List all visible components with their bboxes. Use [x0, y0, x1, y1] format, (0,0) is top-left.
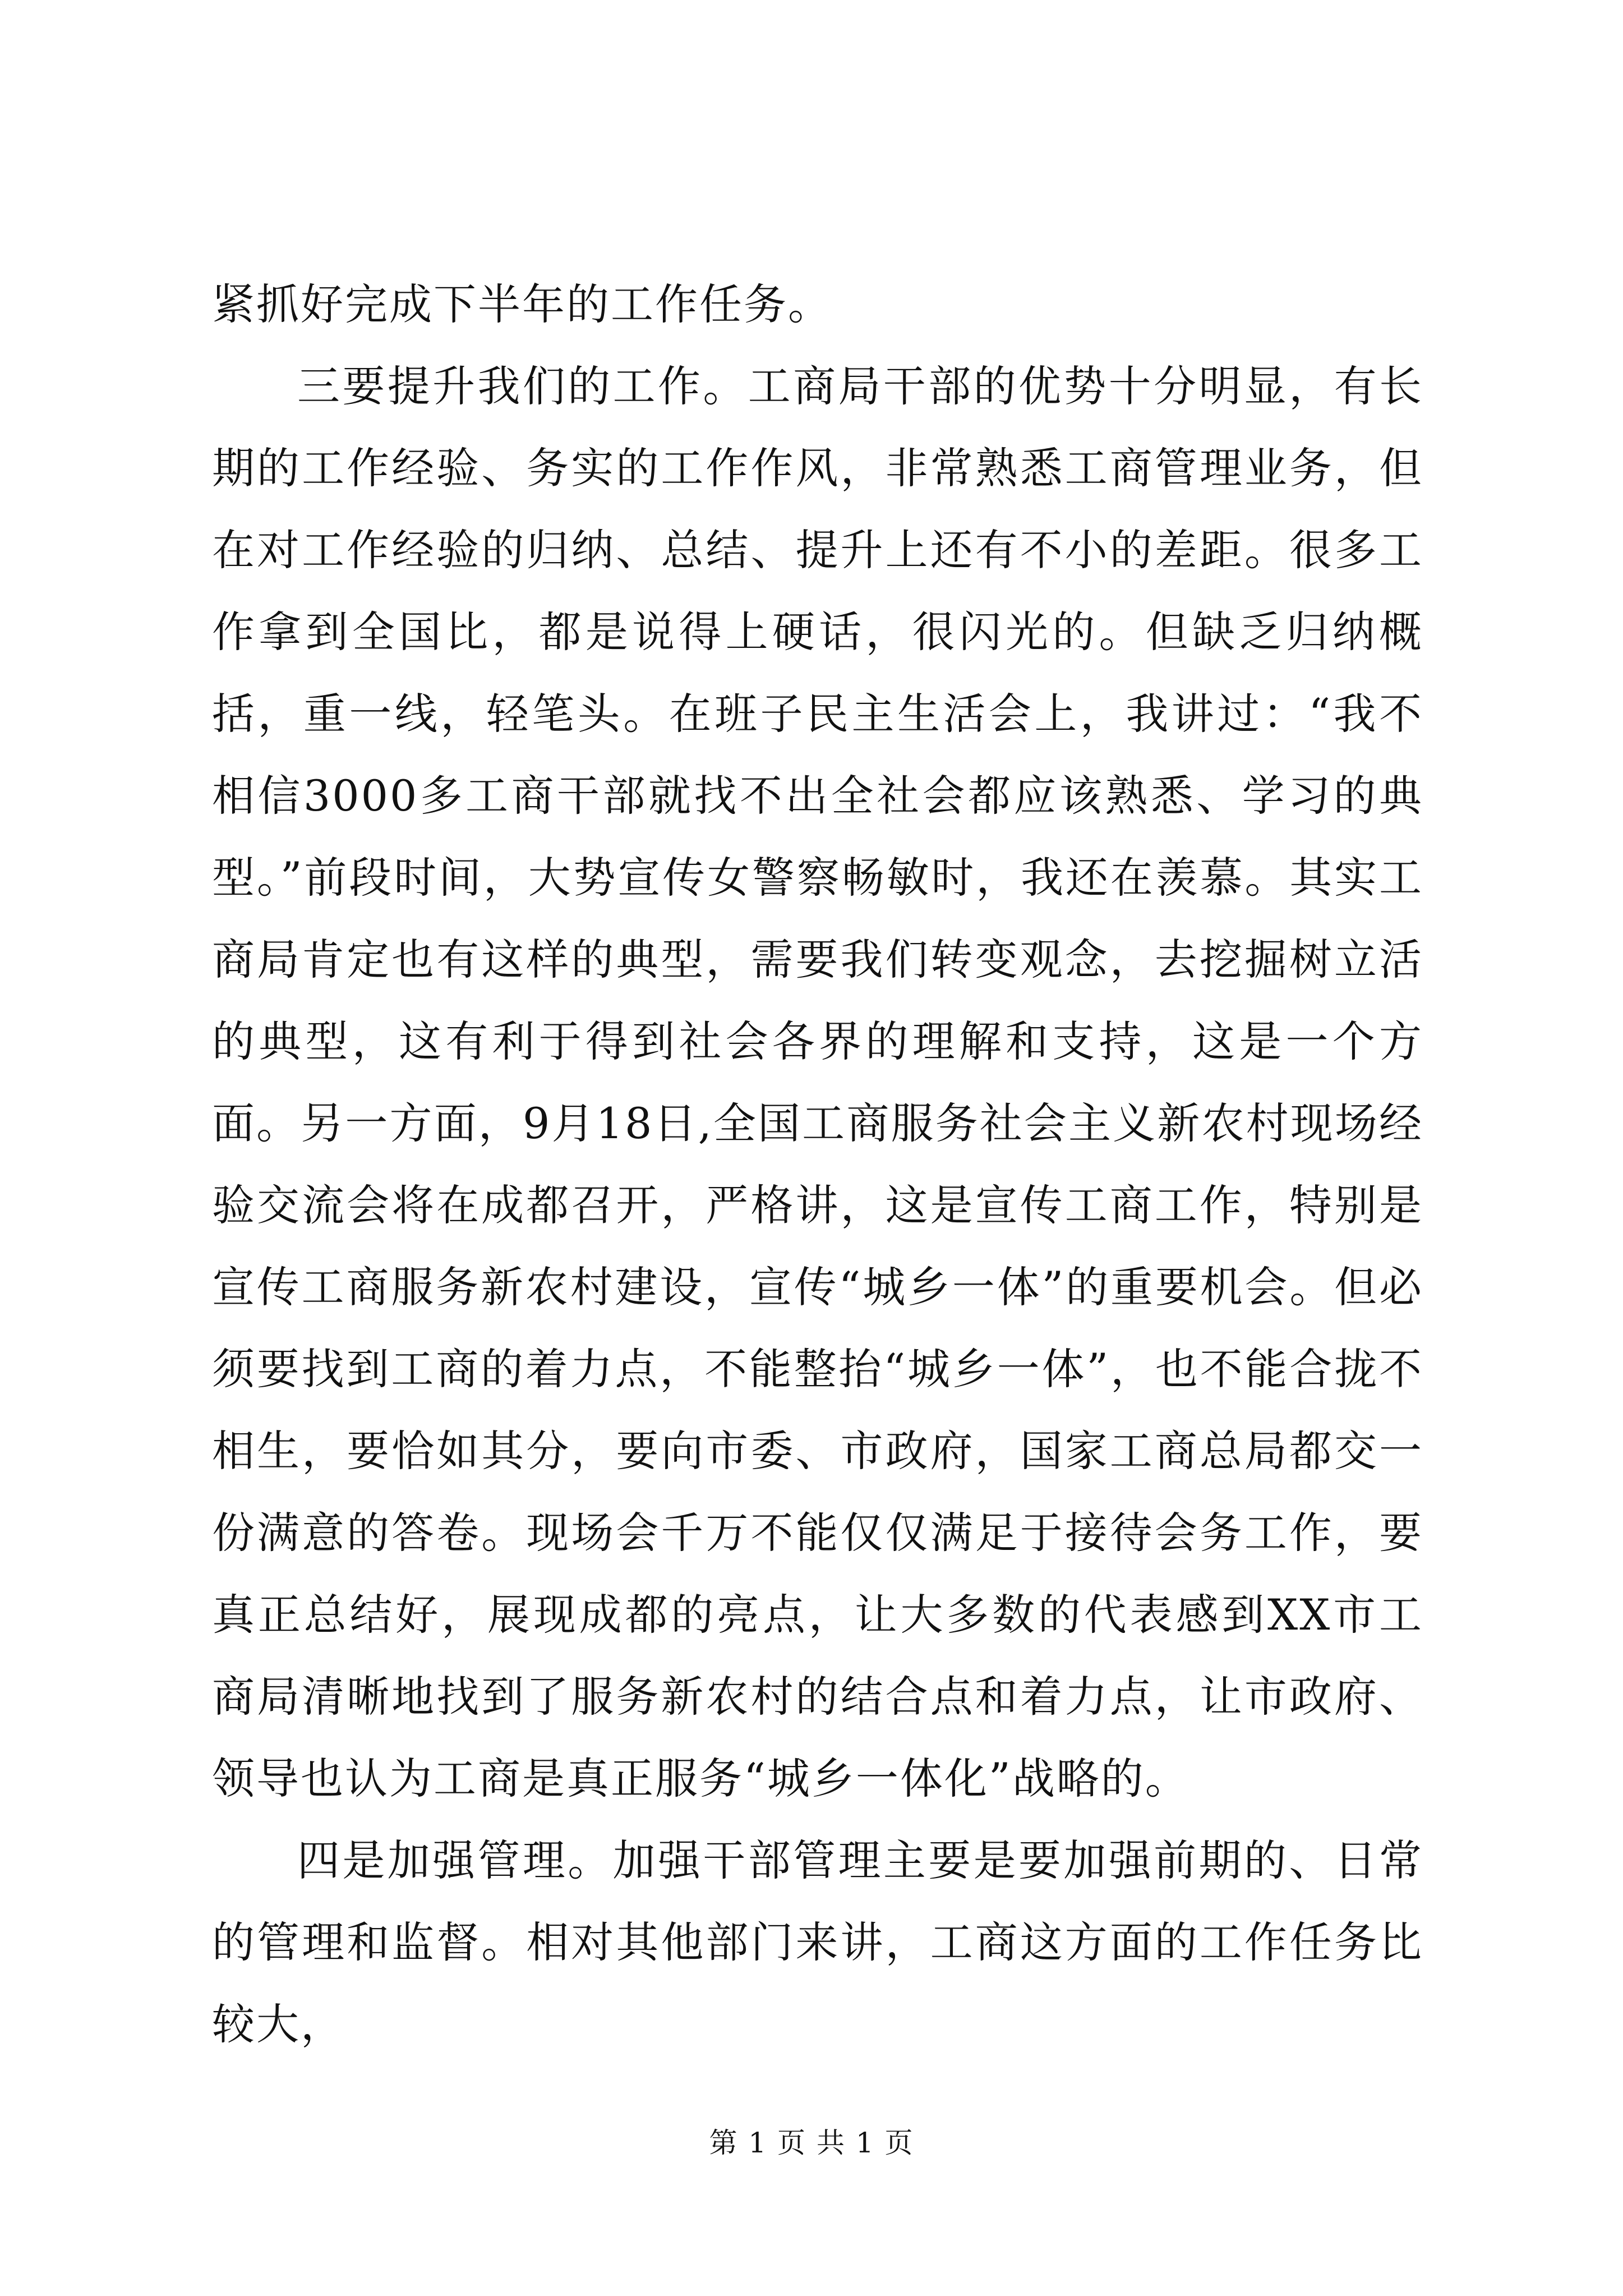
page-footer: 第 1 页 共 1 页: [709, 2127, 914, 2159]
paragraph-point-three: 三要提升我们的工作。工商局干部的优势十分明显，有长期的工作经验、务实的工作作风，非常熟悉工商管理业务，但在对工作经验的归纳、总结、提升上还有不小的差距。很多工作拿到全国比，都是说得上硬话，很闪光的。但缺乏归纳概括，重一线，轻笔头。在班子民主生活会上，我讲过：“我不相信3000多工商干部就找不出全社会都应该熟悉、学习的典型。”前段时间，大势宣传女警察畅敏时，我还在羡慕。其实工商局肯定也有这样的典型，需要我们转变观念，去挖掘树立活的典型，这有利于得到社会各界的理解和支持，这是一个方面。另一方面，9月18日,全国工商服务社会主义新农村现场经验交流会将在成都召开，严格讲，这是宣传工商工作，特别是宣传工商服务新农村建设，宣传“城乡一体”的重要机会。但必须要找到工商的着力点，不能整抬“城乡一体”，也不能合拢不相生，要恰如其分，要向市委、市政府，国家工商总局都交一份满意的答卷。现场会千万不能仅仅满足于接待会务工作，要真正总结好，展现成都的亮点，让大多数的代表感到XX市工商局清晰地找到了服务新农村的结合点和着力点，让市政府、领导也认为工商是真正服务“城乡一体化”战略的。: [212, 361, 1423, 1803]
paragraph-point-four: 四是加强管理。加强干部管理主要是要加强前期的、日常的管理和监督。相对其他部门来讲，工商这方面的工作任务比较大，: [212, 1835, 1423, 2049]
document-body: [212, 264, 1423, 2065]
paragraph-continuation: 紧抓好完成下半年的工作任务。: [212, 279, 832, 329]
